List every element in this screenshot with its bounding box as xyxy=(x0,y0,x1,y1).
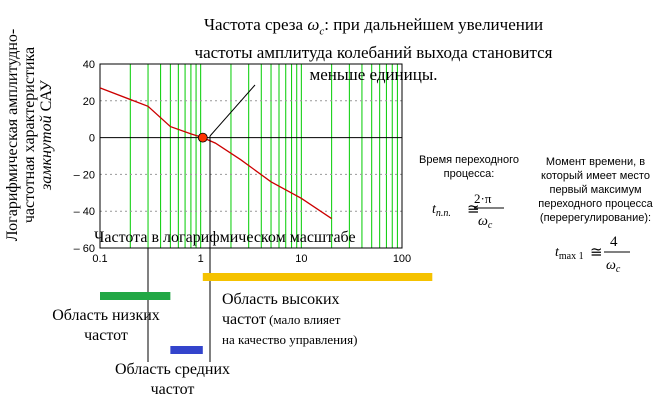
y-tick-label: – 40 xyxy=(73,206,95,219)
svg-text:tmax 1: $t_{max 1}$ xyxy=(555,245,584,262)
x-tick-label: 100 xyxy=(392,253,412,265)
y-tick-label: 40 xyxy=(82,59,95,71)
transient-time-formula xyxy=(432,191,504,231)
x-axis-title: Частота в логарифмическом масштабе xyxy=(94,229,356,246)
cutoff-frequency-marker xyxy=(198,133,207,142)
peak-time-formula xyxy=(555,234,630,275)
y-tick-label: – 60 xyxy=(73,243,95,255)
x-tick-label: 10 xyxy=(295,253,308,265)
mid-frequency-band xyxy=(170,346,202,354)
svg-text:ωc: $\omega_c$ xyxy=(606,258,621,275)
y-axis-title-rest: САУ xyxy=(38,80,55,116)
y-tick-label: 20 xyxy=(82,95,95,108)
region-mid-label: Область средних частот xyxy=(114,361,231,398)
svg-text:2·π: 2·π xyxy=(474,191,492,206)
region-high-label: Область высоких частот (мало влияет на качество управления) xyxy=(222,291,358,347)
peak-caption: Момент времени, в который имеет место первый максимум переходного процесса (перерегулирование): xyxy=(538,156,653,224)
svg-text:≅: ≅ xyxy=(590,245,603,261)
plot-frame xyxy=(100,64,402,248)
y-axis-title-line1: Логарифмическая амплитудно- xyxy=(4,28,21,242)
y-tick-label: – 20 xyxy=(73,169,95,182)
region-low-label: Область низких частот xyxy=(52,307,160,344)
chart-title: Частота среза $\omega_c$: при дальнейшем увеличении частоты амплитуда колебаний выхода становится меньше единицы. xyxy=(194,15,553,85)
svg-text:≅: ≅ xyxy=(467,202,480,218)
y-tick-label: 0 xyxy=(88,132,95,145)
transient-caption: Время переходного процесса: xyxy=(419,154,519,180)
grid xyxy=(100,64,402,248)
x-tick-label: 1 xyxy=(197,253,204,265)
high-frequency-band xyxy=(203,273,433,281)
y-axis-title-italic: замкнутой xyxy=(38,115,55,190)
svg-text:ωc: $\omega_c$ xyxy=(478,214,493,231)
svg-text:tп.п.: $t_{п.п.}$ xyxy=(432,202,451,219)
low-frequency-band xyxy=(100,292,170,300)
y-axis-title-line2: частотная характеристика xyxy=(21,46,38,224)
x-tick-label: 0.1 xyxy=(92,253,108,265)
svg-text:4: 4 xyxy=(610,234,618,250)
